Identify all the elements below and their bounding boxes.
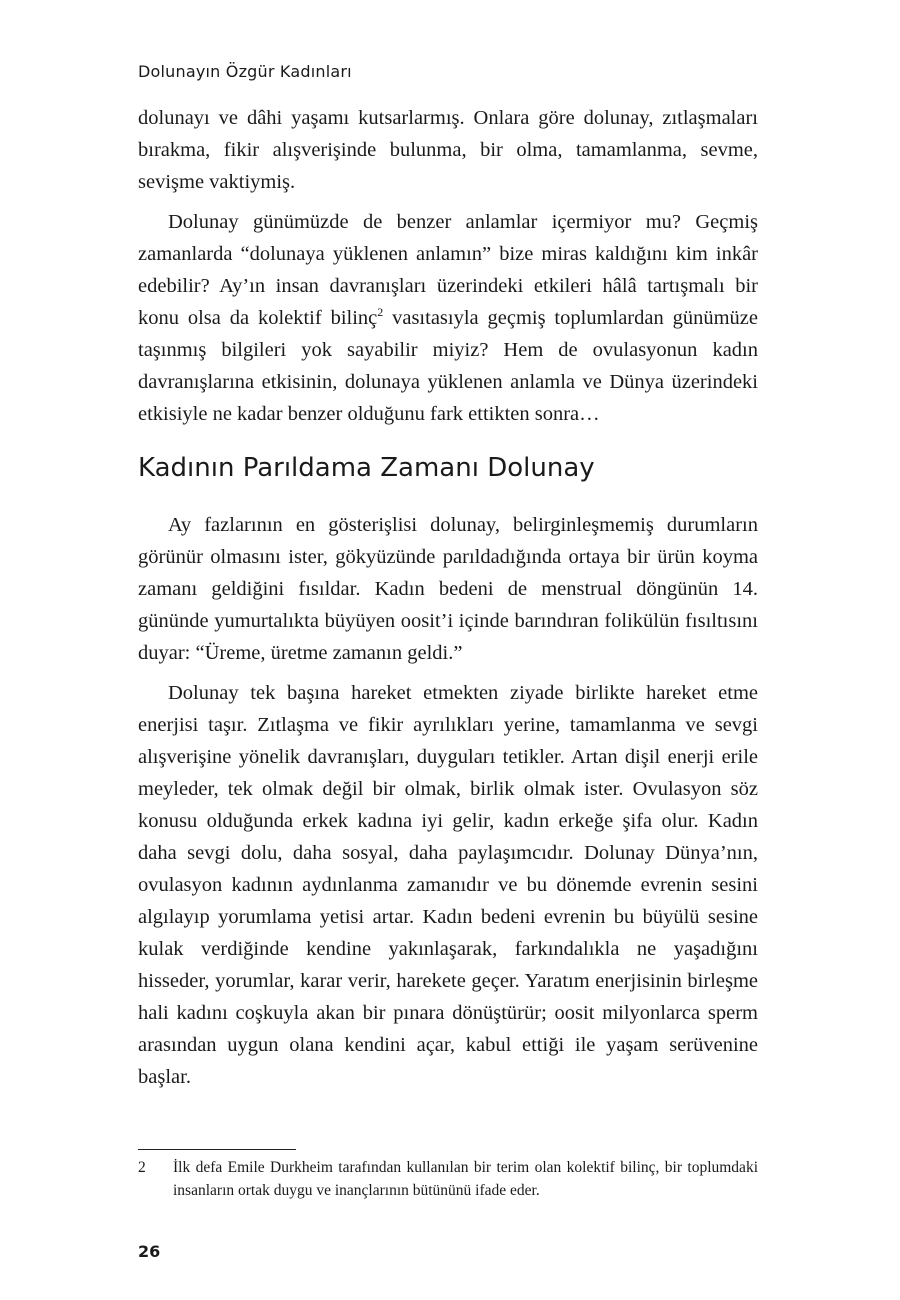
- footnote-divider: [138, 1149, 296, 1150]
- footnote: [138, 1156, 758, 1202]
- footnote-number: 2: [138, 1159, 146, 1176]
- section-title: Kadının Parıldama Zamanı Dolunay: [138, 453, 595, 483]
- running-header: Dolunayın Özgür Kadınları: [138, 62, 352, 81]
- paragraph-3: Ay fazlarının en gösterişlisi dolunay, belirginleşmemiş durumların görünür olmasını ister, gökyüzünde parıldadığında ortaya bir ürün koyma zamanı geldiğini fısıldar. Kadın bedeni de menstrual döngünün 14. gününde yumurtalıkta büyüyen oosit’i içinde barındıran folikülün fısıltısını duyar: “Üreme, üretme zamanın geldi.”: [138, 514, 758, 664]
- body-text-top: [138, 102, 758, 430]
- paragraph-4: Dolunay tek başına hareket etmekten ziyade birlikte hareket etme enerjisi taşır. Zıtlaşma ve fikir ayrılıkları yerine, tamamlanma ve sevgi alışverişine yönelik davranışları, duyguları tetikler. Artan dişil enerji erile meyleder, tek olmak değil bir olmak, birlik olmak ister. Ovulasyon söz konusu olduğunda erkek kadına iyi gelir, kadın erkeğe şifa olur. Kadın daha sevgi dolu, daha sosyal, daha paylaşımcıdır. Dolunay Dünya’nın, ovulasyon kadının aydınlanma zamanıdır ve bu dönemde evrenin sesini algılayıp yorumlama yetisi artar. Kadın bedeni evrenin bu büyülü sesine kulak verdiğinde kendine yakınlaşarak, farkındalıkla ne yaşadığını hisseder, yorumlar, karar verir, harekete geçer. Yaratım enerjisinin birleşme hali kadını coşkuyla akan bir pınara dönüştürür; oosit milyonlarca sperm arasından uygun olana kendini açar, kabul ettiği ile yaşam serüvenine başlar.: [138, 682, 758, 1088]
- paragraph-2-part-b: vasıtasıyla geçmiş toplumlardan günümüze taşınmış bilgileri yok sayabilir miyiz? Hem de ovulasyonun kadın davranışlarına etkisinin, dolunaya yüklenen anlamla ve Dünya üzerindeki etkisiyle ne kadar benzer olduğunu fark ettikten sonra…: [138, 307, 758, 425]
- paragraph-2: [138, 206, 758, 430]
- footnote-reference: 2: [377, 305, 384, 320]
- paragraph-1: dolunayı ve dâhi yaşamı kutsarlarmış. Onlara göre dolunay, zıtlaşmaları bırakma, fikir alışverişinde bulunma, bir olma, tamamlanma, sevme, sevişme vaktiymiş.: [138, 107, 758, 193]
- paragraph-2-part-a: Dolunay günümüzde de benzer anlamlar içermiyor mu? Geçmiş zamanlarda “dolunaya yüklenen anlamın” bize miras kaldığını kim inkâr edebilir? Ay’ın insan davranışları üzerindeki etkileri hâlâ tartışmalı bir konu olsa da kolektif bilinç: [138, 211, 758, 329]
- body-text-bottom: [138, 509, 758, 1093]
- footnote-text: İlk defa Emile Durkheim tarafından kullanılan bir terim olan kolektif bilinç, bir toplumdaki insanların ortak duygu ve inançlarının bütününü ifade eder.: [173, 1159, 758, 1199]
- page-number: 26: [138, 1242, 161, 1261]
